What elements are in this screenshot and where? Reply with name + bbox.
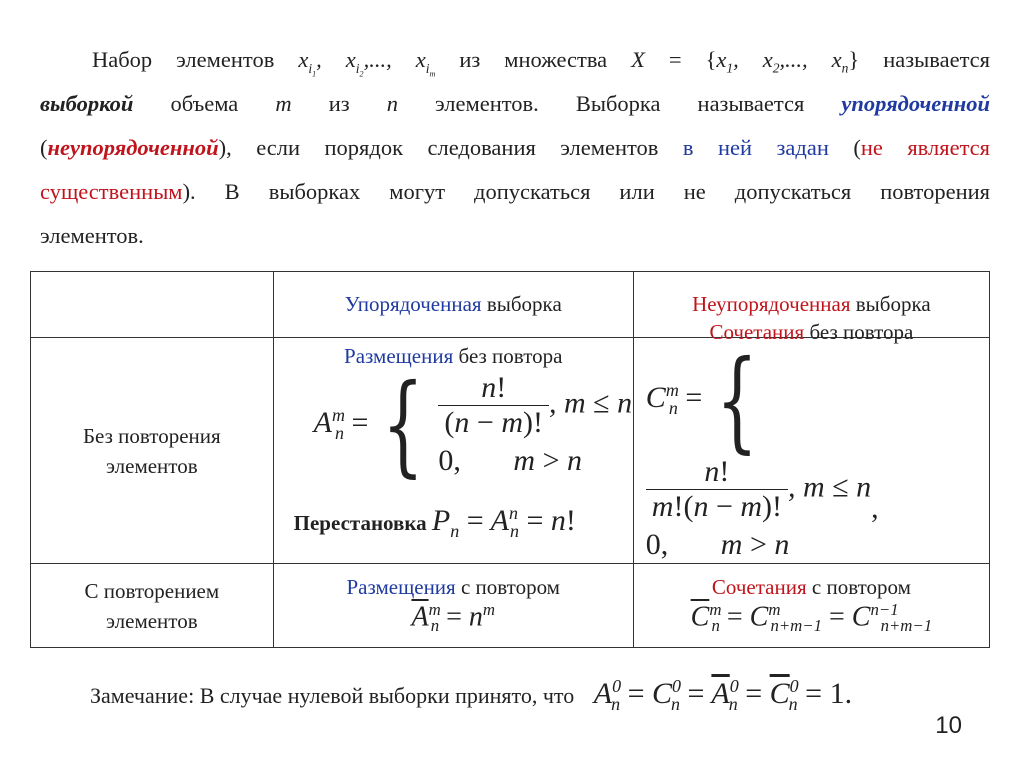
header-unordered-word: Неупорядоченная — [692, 292, 851, 316]
arr-rest: без повтора — [458, 344, 563, 368]
intro-text: , если порядок следования элементов — [226, 135, 659, 160]
intro-text: из — [328, 91, 350, 116]
combination-repeat-formula: $\overline{C}^m_n = C^m_{n+m-1} = C^{n-1}_{n+m-1}$ — [690, 599, 933, 636]
arrangement-formula: $A^m_n$ = { $\frac{n!}{(n - m)!}$ , m ≤ n 0, m > n — [313, 360, 633, 488]
intro-line-3: (неупорядоченной), если порядок следования элементов в ней задан (не является — [40, 135, 991, 160]
arr-word: Размещения — [346, 574, 456, 599]
cell-combinations-repeat — [633, 564, 989, 648]
comb-word: Сочетания — [709, 319, 805, 344]
intro-text: элементов. Выборка называется — [435, 91, 805, 116]
phrase-not: не является — [860, 135, 991, 160]
intro-text: Набор элементов — [92, 47, 275, 72]
zero-sample-formula: $A^0_n = C^0_n = \overline{A}^0_n = \overline{C}^0_n = 1$. — [593, 676, 853, 714]
note-text: : В случае нулевой выборки принято, что — [188, 683, 575, 708]
var-n: n — [386, 91, 398, 116]
intro-text: объема — [170, 91, 239, 116]
note-label: Замечание — [90, 683, 189, 708]
cell-arrangements-repeat — [273, 564, 633, 648]
row-title-repeat — [31, 564, 274, 648]
intro-text: из множества — [459, 47, 608, 72]
term-ordered: упорядоченной — [841, 91, 991, 116]
row-title-text: С повторением элементов — [84, 578, 220, 633]
phrase-essential: существенным — [40, 179, 183, 204]
combination-formula: $C^m_n$ = { $\frac{n!}{m!(n - m)!}$ , m ≤ n 0, m > n , — [645, 335, 879, 561]
sample-formula: $x_{i_1}$, $x_{i_2}$,..., $x_{i_m}$ — [298, 47, 436, 79]
header-unordered-rest: выборка — [855, 292, 931, 316]
corner-cell — [31, 272, 274, 338]
comb-rest: с повтором — [811, 574, 911, 599]
header-ordered-word: Упорядоченная — [344, 292, 482, 316]
var-m: m — [275, 91, 292, 116]
row-title-text: Без повторения элементов — [82, 423, 221, 478]
row-title-no-repeat — [31, 338, 274, 564]
comb-rest: без повтора — [809, 319, 914, 344]
page-number: 10 — [935, 712, 962, 739]
term-unordered: неупорядоченной — [47, 135, 219, 160]
combinatorics-table — [30, 271, 990, 648]
permutation-line: Перестановка $P_n = A^n_n = n$! — [293, 503, 576, 541]
arr-word: Размещения — [344, 344, 454, 368]
header-ordered-rest: выборка — [486, 292, 562, 316]
perm-label: Перестановка — [293, 511, 427, 535]
intro-text: элементов. — [40, 223, 144, 248]
term-sample: выборкой — [40, 91, 134, 116]
intro-line-4 — [40, 170, 990, 214]
arrangement-repeat-formula: $\overline{A}^m_n = n^m$ — [411, 599, 495, 636]
phrase-given: в ней задан — [682, 135, 829, 160]
note-line — [90, 676, 852, 715]
cell-arrangements-no-repeat — [273, 338, 633, 564]
intro-line-5 — [40, 214, 990, 258]
intro-text: называется — [883, 47, 991, 72]
header-ordered — [273, 272, 633, 338]
set-formula: $X = \{x_1$, $x_2$,..., $x_n$} — [631, 47, 860, 76]
intro-line-2 — [40, 82, 990, 126]
intro-text: ). В выборках могут допускаться или не допускаться повторения — [182, 179, 990, 204]
cell-combinations-no-repeat — [633, 319, 989, 564]
comb-word: Сочетания — [711, 574, 807, 599]
arr-rest: с повтором — [460, 574, 560, 599]
